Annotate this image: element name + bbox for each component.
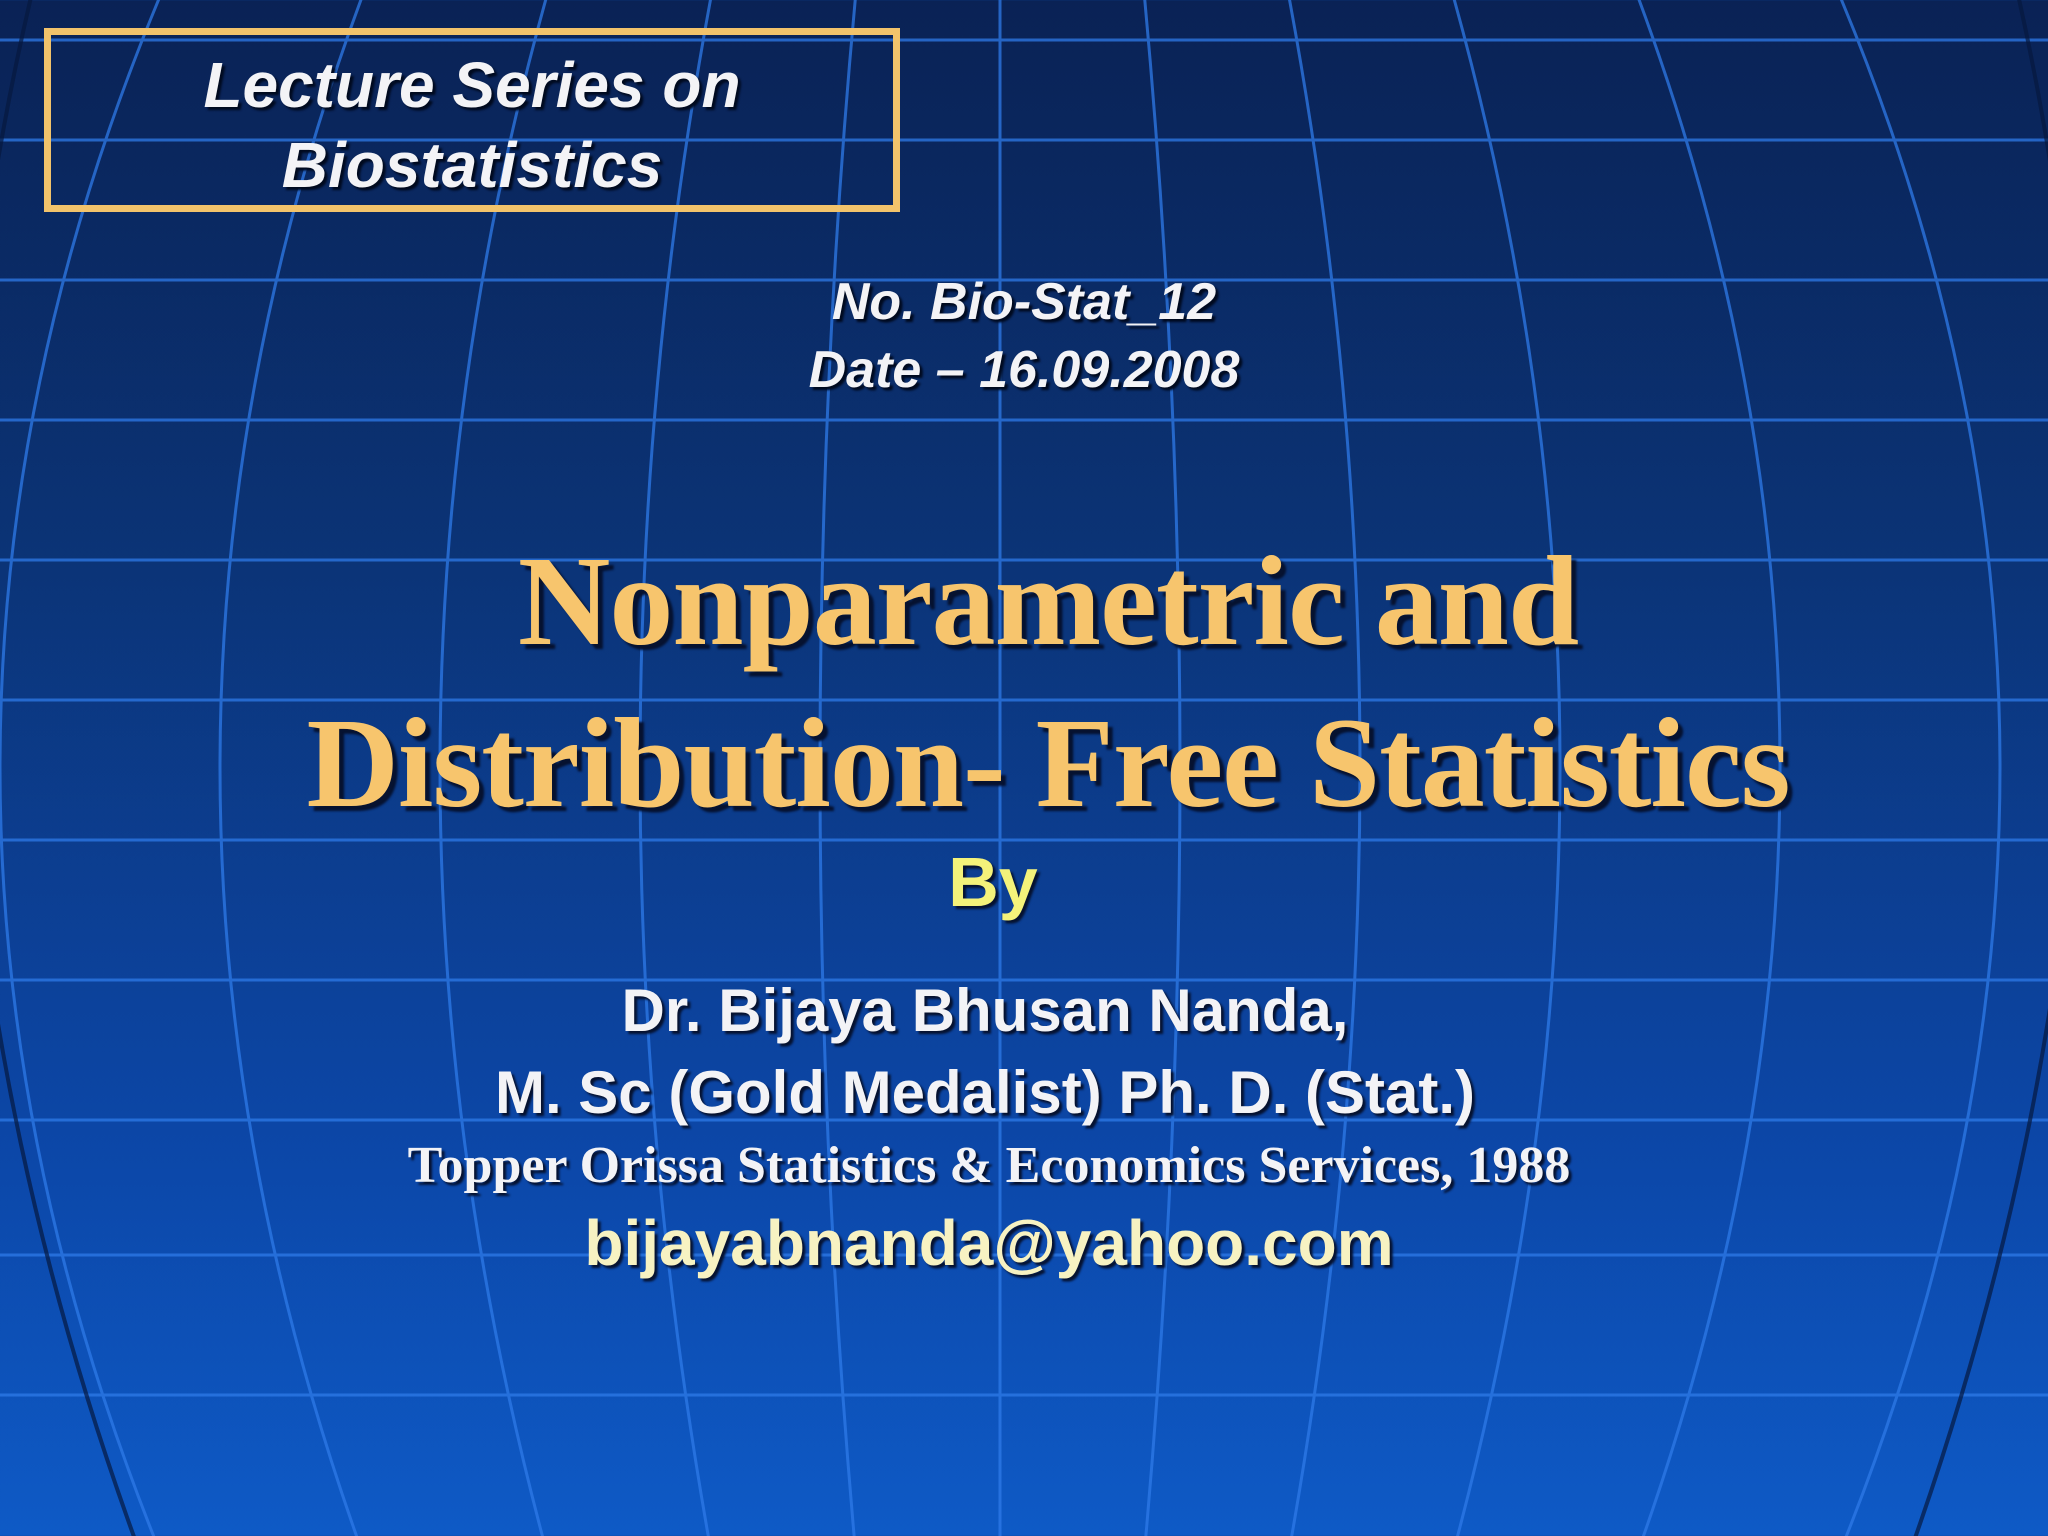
author-email: bijayabnanda@yahoo.com: [584, 1207, 1394, 1279]
lecture-date: Date – 16.09.2008: [808, 341, 1240, 399]
byline: By: [948, 843, 1038, 921]
author-degree: M. Sc (Gold Medalist) Ph. D. (Stat.): [494, 1059, 1476, 1126]
series-title-line1: Lecture Series on: [203, 49, 741, 121]
lecture-number: No. Bio-Stat_12: [831, 273, 1217, 331]
series-title-line2: Biostatistics: [281, 129, 663, 201]
author-name: Dr. Bijaya Bhusan Nanda,: [621, 977, 1349, 1044]
main-title-line2: Distribution- Free Statistics: [306, 692, 1790, 834]
author-service: Topper Orissa Statistics & Economics Services, 1988: [407, 1137, 1571, 1194]
main-title-line1: Nonparametric and: [517, 530, 1579, 672]
